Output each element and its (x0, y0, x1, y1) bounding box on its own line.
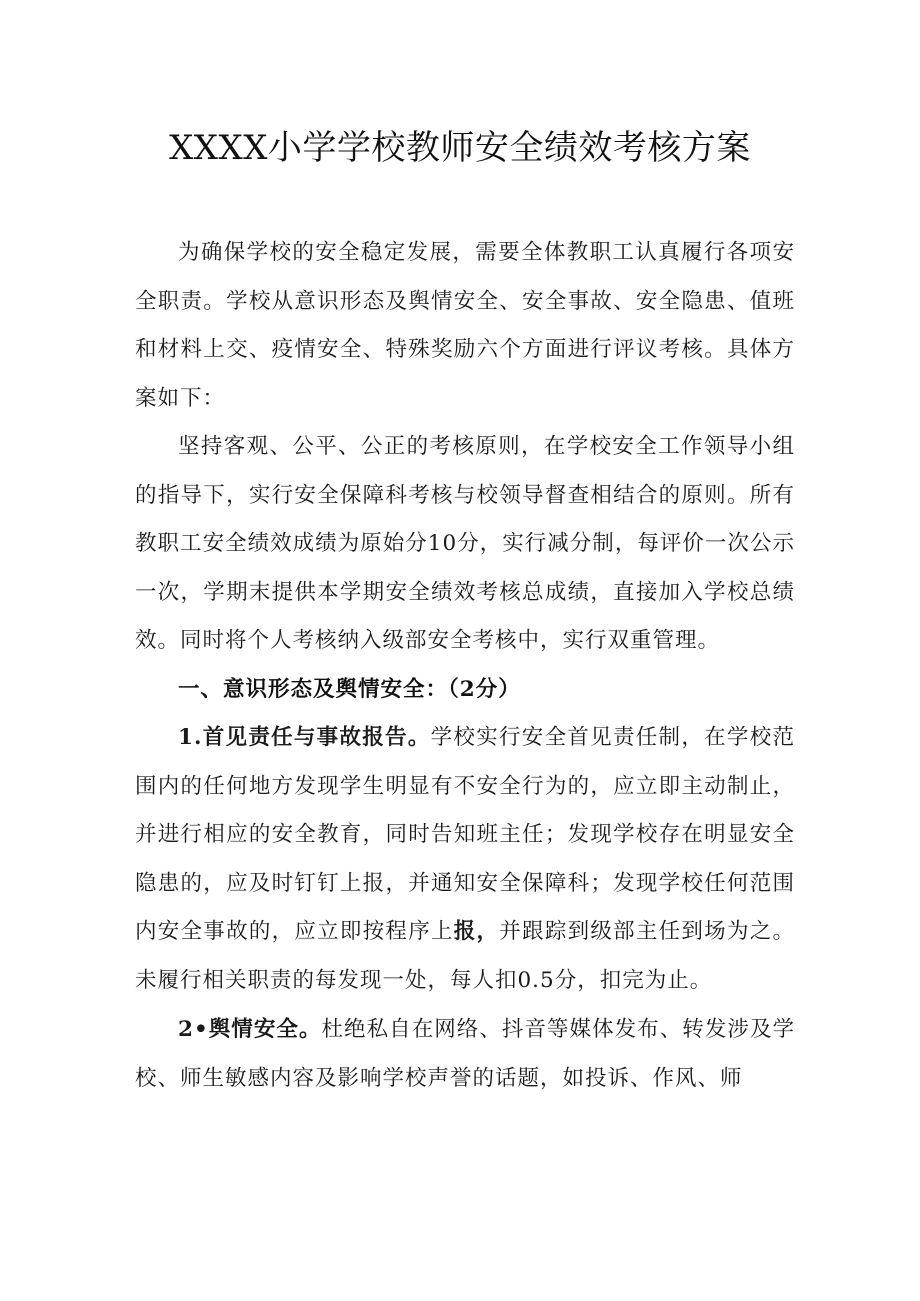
item-2-text: 杜绝私自在网络、抖音等媒体发布、转发涉及学校、师生敏感内容及影响学校声誉的话题，如投诉、作风、师 (135, 1017, 795, 1091)
item-1-text-a: 学校实行安全首见责任制，在学校范围内的任何地方发现学生明显有不安全行为的，应立即主动制止，并进行相应的安全教育，同时告知班主任；发现学校存在明显安全隐患的，应及时钉钉上报，并通知安全保障科；发现学校任何范围内安全事故的，应立即按程序上 (135, 725, 795, 944)
item-1-paragraph (135, 714, 795, 1005)
section-1-heading: 一、意识形态及舆情安全：（2分） (178, 676, 521, 702)
intro-paragraph: 为确保学校的安全稳定发展，需要全体教职工认真履行各项安全职责。学校从意识形态及舆情安全、安全事故、安全隐患、值班和材料上交、疫情安全、特殊奖励六个方面进行评议考核。具体方案如下： (135, 240, 795, 411)
document-title: XXXX小学学校教师安全绩效考核方案 (169, 128, 751, 168)
item-1-text-b: 并跟踪到级部主任到场为之。未履行相关职责的每发现一处，每人扣0.5分，扣完为止。 (135, 919, 795, 993)
item-2-lead: 2•舆情安全。 (178, 1017, 322, 1042)
item-1-emphasis: 报， (453, 919, 500, 944)
item-1-lead: 1.首见责任与事故报告。 (178, 725, 431, 750)
item-2-paragraph (135, 1006, 795, 1103)
document-body (135, 229, 795, 1103)
principle-paragraph: 坚持客观、公平、公正的考核原则，在学校安全工作领导小组的指导下，实行安全保障科考核与校领导督查相结合的原则。所有教职工安全绩效成绩为原始分10分，实行减分制，每评价一次公示一次，学期末提供本学期安全绩效考核总成绩，直接加入学校总绩效。同时将个人考核纳入级部安全考核中，实行双重管理。 (135, 434, 795, 653)
